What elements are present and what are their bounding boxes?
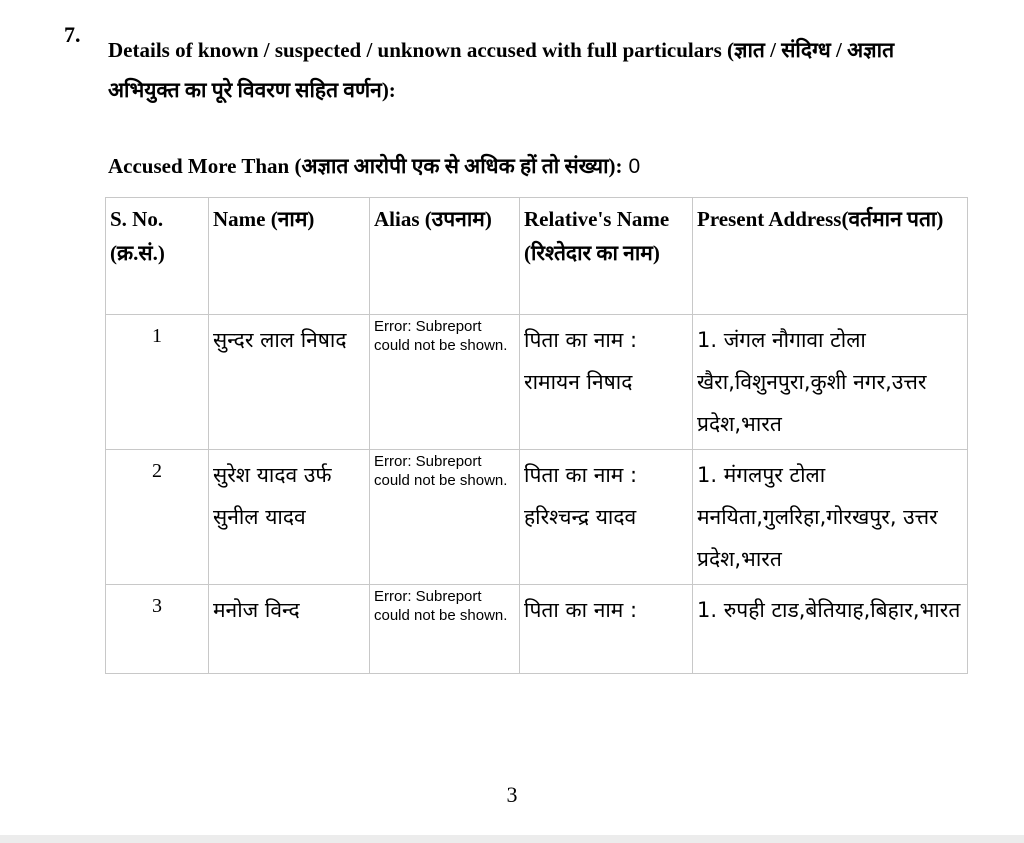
accused-more-than-value: 0 [628, 155, 641, 178]
accused-more-than [108, 150, 640, 183]
cell-alias: Error: Subreport could not be shown. [370, 450, 520, 585]
table-row [106, 315, 968, 450]
table-row [106, 450, 968, 585]
table-header-row [106, 198, 968, 315]
cell-name: मनोज विन्द [209, 585, 370, 674]
cell-present-address: 1. जंगल नौगावा टोला खैरा,विशुनपुरा,कुशी नगर,उत्तर प्रदेश,भारत [693, 315, 968, 450]
header-alias: Alias (उपनाम) [370, 198, 520, 315]
cell-relative-name: पिता का नाम : हरिश्चन्द्र यादव [520, 450, 693, 585]
header-present-address: Present Address(वर्तमान पता) [693, 198, 968, 315]
header-relative-name: Relative's Name (रिश्तेदार का नाम) [520, 198, 693, 315]
cell-alias: Error: Subreport could not be shown. [370, 585, 520, 674]
cell-sno: 2 [106, 450, 209, 585]
accused-more-than-label: Accused More Than (अज्ञात आरोपी एक से अधिक हों तो संख्या): [108, 154, 623, 178]
cell-alias: Error: Subreport could not be shown. [370, 315, 520, 450]
cell-present-address: 1. मंगलपुर टोला मनयिता,गुलरिहा,गोरखपुर, उत्तर प्रदेश,भारत [693, 450, 968, 585]
cell-relative-name: पिता का नाम : रामायन निषाद [520, 315, 693, 450]
cell-relative-name: पिता का नाम : [520, 585, 693, 674]
section-number: 7. [64, 22, 81, 47]
cell-name: सुरेश यादव उर्फ सुनील यादव [209, 450, 370, 585]
header-sno: S. No. (क्र.सं.) [106, 198, 209, 315]
cell-name: सुन्दर लाल निषाद [209, 315, 370, 450]
table-row [106, 585, 968, 674]
header-name: Name (नाम) [209, 198, 370, 315]
cell-present-address: 1. रुपही टाड,बेतियाह,बिहार,भारत [693, 585, 968, 674]
cell-sno: 1 [106, 315, 209, 450]
accused-table [105, 197, 968, 674]
page-bottom-edge [0, 835, 1024, 843]
section-heading: Details of known / suspected / unknown accused with full particulars (ज्ञात / संदिग्ध / अज्ञात अभियुक्त का पूरे विवरण सहित वर्णन): [108, 38, 895, 102]
cell-sno: 3 [106, 585, 209, 674]
page-number: 3 [506, 782, 518, 807]
